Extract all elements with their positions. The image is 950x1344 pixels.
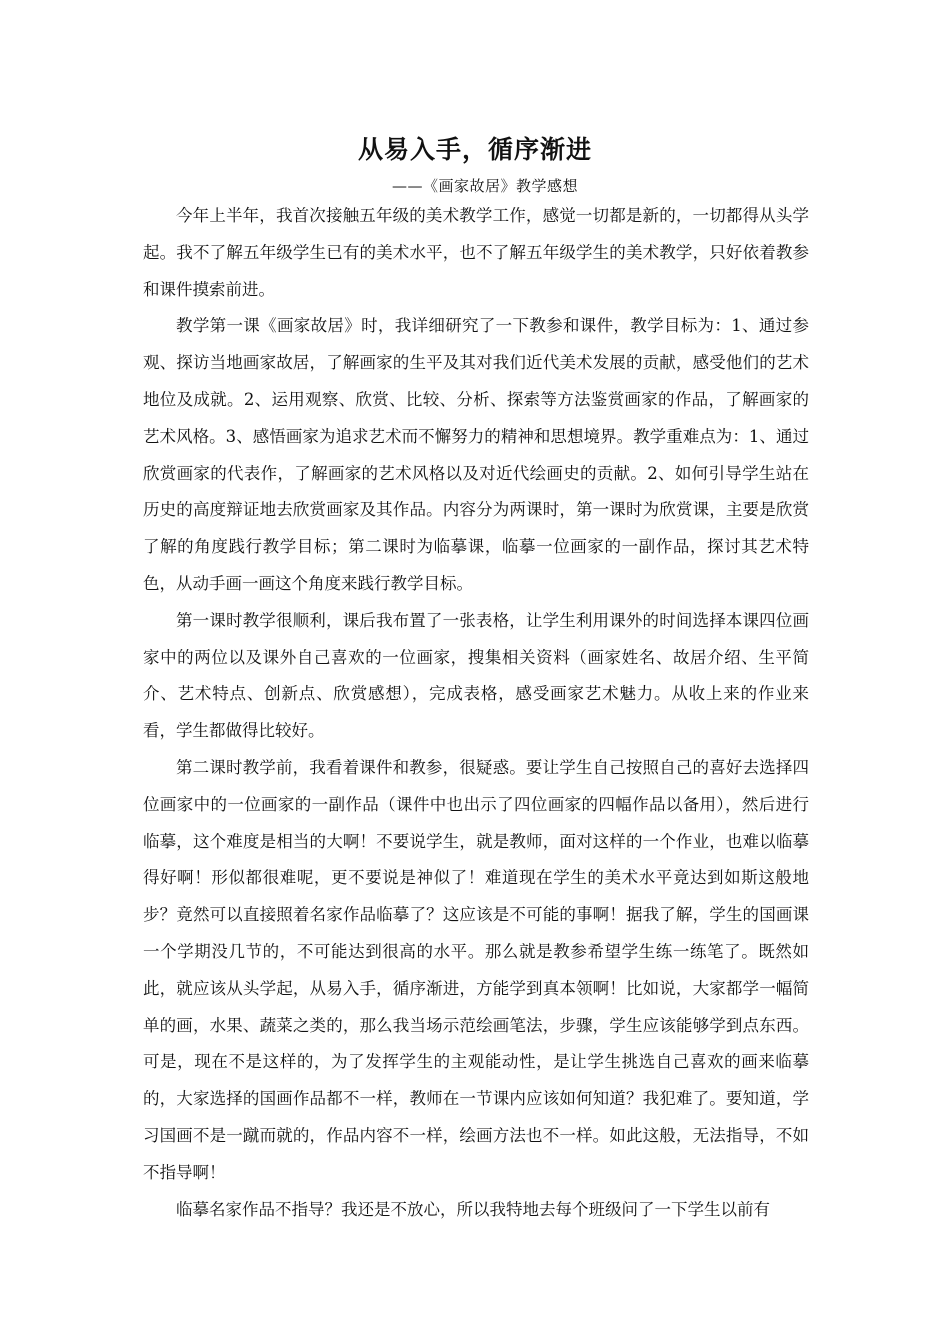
page-title: 从易入手，循序渐进 xyxy=(357,135,592,164)
paragraph-4: 第二课时教学前，我看着课件和教参，很疑惑。要让学生自己按照自己的喜好去选择四位画家中的一位画家的一副作品（课件中也出示了四位画家的四幅作品以备用），然后进行临摹，这个难度是相当的大啊！不要说学生，就是教师，面对这样的一个作业，也难以临摹得好啊！形似都很难呢，更不要说是神似了！难道现在学生的美术水平竟达到如斯这般地步？竟然可以直接照着名家作品临摹了？这应该是不可能的事啊！据我了解，学生的国画课一个学期没几节的，不可能达到很高的水平。那么就是教参希望学生练一练笔了。既然如此，就应该从头学起，从易入手，循序渐进，方能学到真本领啊！比如说，大家都学一幅简单的画，水果、蔬菜之类的，那么我当场示范绘画笔法，步骤，学生应该能够学到点东西。可是，现在不是这样的，为了发挥学生的主观能动性，是让学生挑选自己喜欢的画来临摹的，大家选择的国画作品都不一样，教师在一节课内应该如何知道？我犯难了。要知道，学习国画不是一蹴而就的，作品内容不一样，绘画方法也不一样。如此这般，无法指导，不如不指导啊！ xyxy=(143,757,809,1182)
paragraph-3: 第一课时教学很顺利，课后我布置了一张表格，让学生利用课外的时间选择本课四位画家中的两位以及课外自己喜欢的一位画家，搜集相关资料（画家姓名、故居介绍、生平简介、艺术特点、创新点、欣赏感想），完成表格，感受画家艺术魅力。从收上来的作业来看，学生都做得比较好。 xyxy=(143,610,809,741)
paragraph-1: 今年上半年，我首次接触五年级的美术教学工作，感觉一切都是新的，一切都得从头学起。我不了解五年级学生已有的美术水平，也不了解五年级学生的美术教学，只好依着教参和课件摸索前进。 xyxy=(143,206,809,299)
document-body xyxy=(143,198,809,1228)
page-subtitle: ——《画家故居》教学感想 xyxy=(391,177,578,195)
paragraph-2: 教学第一课《画家故居》时，我详细研究了一下教参和课件，教学目标为：1、通过参观、探访当地画家故居，了解画家的生平及其对我们近代美术发展的贡献，感受他们的艺术地位及成就。2、运用观察、欣赏、比较、分析、探索等方法鉴赏画家的作品，了解画家的艺术风格。3、感悟画家为追求艺术而不懈努力的精神和思想境界。教学重难点为：1、通过欣赏画家的代表作，了解画家的艺术风格以及对近代绘画史的贡献。2、如何引导学生站在历史的高度辩证地去欣赏画家及其作品。内容分为两课时，第一课时为欣赏课，主要是欣赏了解的角度践行教学目标；第二课时为临摹课，临摹一位画家的一副作品，探讨其艺术特色，从动手画一画这个角度来践行教学目标。 xyxy=(143,316,809,593)
paragraph-5: 临摹名家作品不指导？我还是不放心，所以我特地去每个班级问了一下学生以前有 xyxy=(176,1199,770,1219)
